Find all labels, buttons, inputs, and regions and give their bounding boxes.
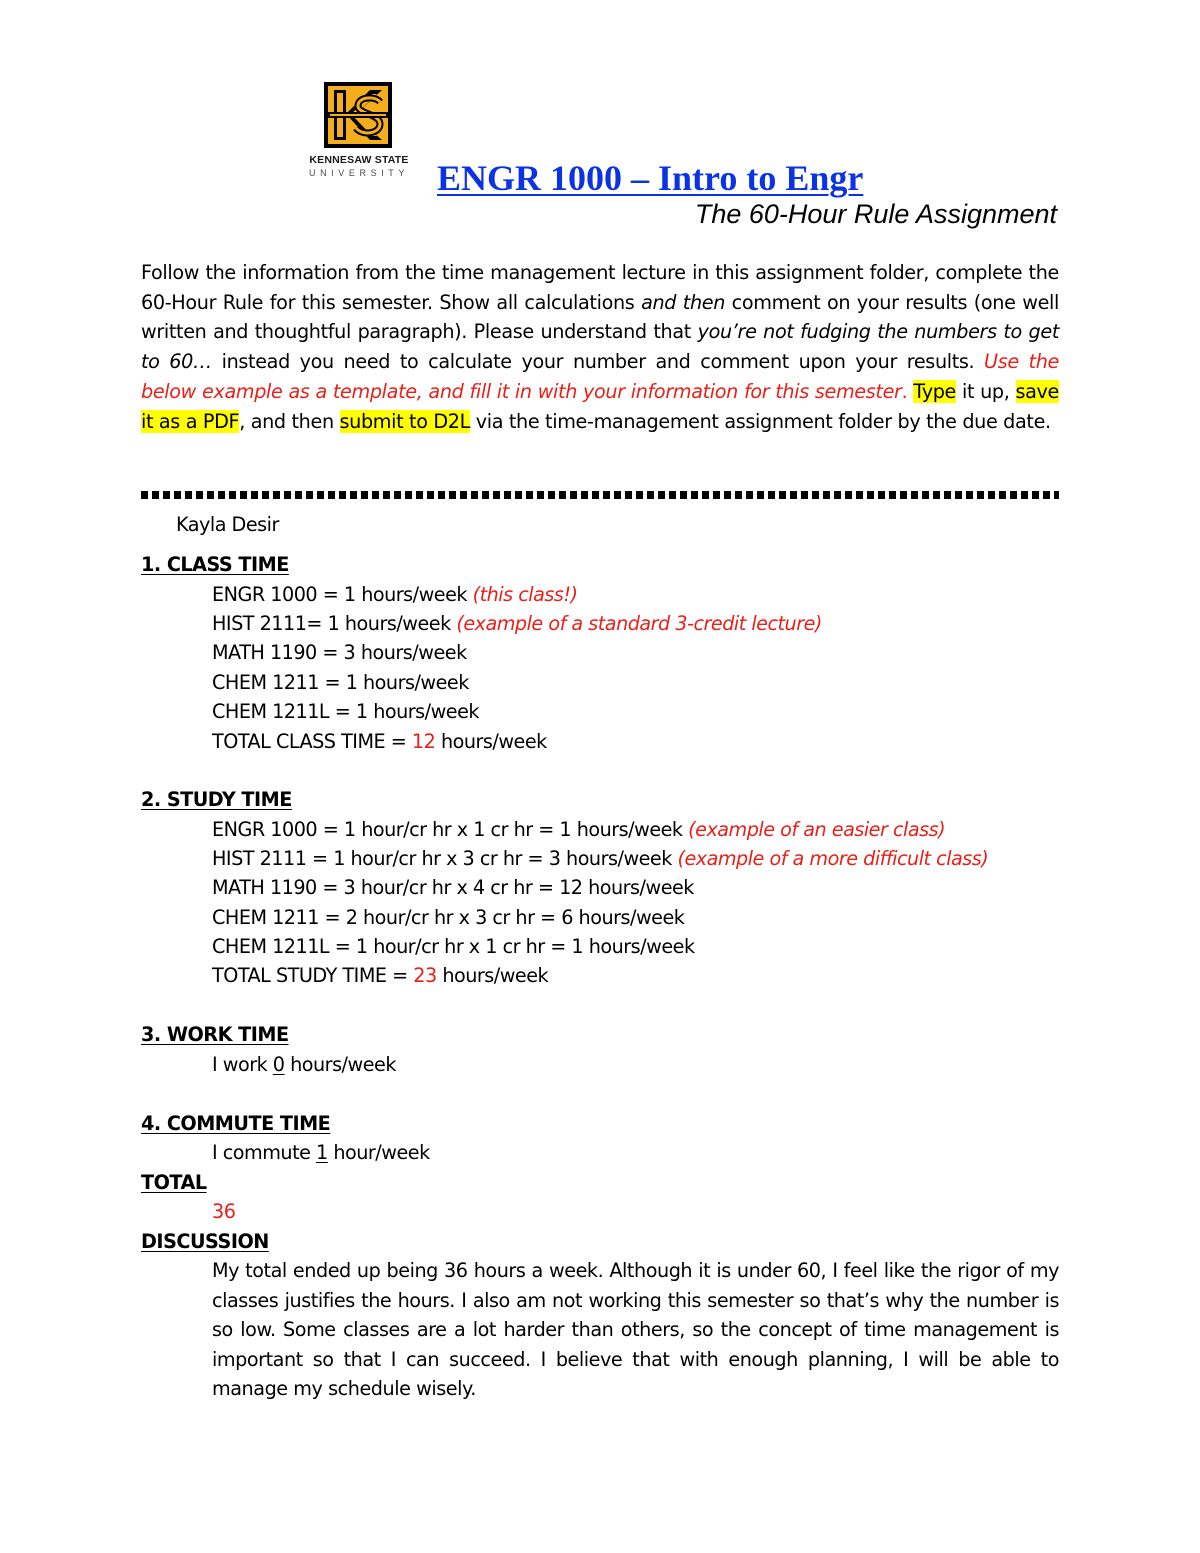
assignment-subtitle: The 60-Hour Rule Assignment	[694, 199, 1057, 229]
line-text: ENGR 1000 = 1 hour/cr hr x 1 cr hr = 1 hours/week	[212, 818, 689, 841]
study-time-line	[212, 844, 988, 874]
intro-red-period: .	[901, 379, 914, 403]
total-value: 12	[411, 730, 436, 753]
instructions-paragraph	[141, 258, 1059, 436]
line-note: (this class!)	[472, 583, 578, 606]
line-text: CHEM 1211L = 1 hours/week	[212, 700, 480, 723]
line-text: MATH 1190 = 3 hours/week	[212, 641, 467, 664]
commute-hours-value: 1	[316, 1141, 328, 1164]
intro-emphasis: you’re not fudging the numbers to get to 60…	[141, 320, 1059, 374]
line-note: (example of a more difficult class)	[677, 847, 989, 870]
class-time-heading: 1. CLASS TIME	[141, 553, 289, 576]
line-text: ENGR 1000 = 1 hours/week	[212, 583, 473, 606]
line-text: I work	[212, 1053, 273, 1076]
total-label: TOTAL STUDY TIME =	[212, 964, 414, 987]
intro-text: , and then	[239, 409, 340, 433]
class-time-total	[212, 727, 547, 757]
ks-monogram-icon	[318, 80, 398, 150]
line-text: HIST 2111= 1 hours/week	[212, 612, 457, 635]
total-label: TOTAL CLASS TIME =	[212, 730, 412, 753]
commute-time-heading: 4. COMMUTE TIME	[141, 1112, 331, 1135]
line-text: I commute	[212, 1141, 317, 1164]
study-time-line	[212, 815, 945, 845]
total-unit: hours/week	[435, 730, 547, 753]
highlight-submit-d2l: submit to D2L	[339, 409, 470, 433]
highlight-save-pdf: save it as a PDF	[141, 379, 1060, 433]
work-time-line	[212, 1050, 396, 1080]
study-time-line	[212, 932, 695, 962]
study-time-line	[212, 903, 684, 933]
line-text: HIST 2111 = 1 hour/cr hr x 3 cr hr = 3 hours/week	[212, 847, 678, 870]
line-text: hours/week	[284, 1053, 396, 1076]
intro-emphasis: and then	[641, 290, 726, 314]
intro-red-instruction: Use the below example as a template, and fill it in with your information for this semester	[141, 350, 1059, 403]
study-time-line	[212, 873, 694, 903]
line-note: (example of a standard 3-credit lecture)	[456, 612, 822, 635]
class-time-line	[212, 609, 822, 639]
line-text: MATH 1190 = 3 hour/cr hr x 4 cr hr = 12 hours/week	[212, 876, 694, 899]
class-time-line	[212, 697, 479, 727]
total-heading: TOTAL	[141, 1171, 207, 1194]
class-time-line	[212, 638, 467, 668]
line-note: (example of an easier class)	[688, 818, 946, 841]
discussion-heading: DISCUSSION	[141, 1230, 269, 1253]
dashed-separator	[141, 491, 1059, 499]
course-title: ENGR 1000 – Intro to Engr	[437, 158, 864, 198]
study-time-total	[212, 961, 548, 991]
work-hours-value: 0	[272, 1053, 285, 1076]
line-text: CHEM 1211 = 2 hour/cr hr x 3 cr hr = 6 hours/week	[212, 906, 685, 929]
commute-time-line	[212, 1138, 430, 1168]
class-time-line	[212, 668, 469, 698]
logo-wordmark-sub: UNIVERSITY	[308, 168, 409, 178]
grand-total-value: 36	[212, 1200, 236, 1223]
line-text: CHEM 1211L = 1 hour/cr hr x 1 cr hr = 1 hours/week	[212, 935, 695, 958]
class-time-line	[212, 580, 578, 610]
logo-wordmark: KENNESAW STATE	[309, 154, 409, 166]
intro-text: via the time-management assignment folder by the due date.	[469, 409, 1051, 433]
discussion-paragraph: My total ended up being 36 hours a week. Although it is under 60, I feel like the rigor of my classes justifies the hours. I also am not working this semester so that’s why the number is so low. Some classes are a lot harder than others, so the concept of time management is important so that I can succeed. I believe that with enough planning, I will be able to manage my schedule wisely.	[212, 1259, 1059, 1400]
intro-text: instead you need to calculate your number and comment upon your results.	[211, 350, 985, 374]
highlight-type: Type	[913, 379, 956, 403]
intro-text: Follow the information from the time management lecture in this assignment folder, complete the 60-Hour Rule for this semester. Show all calculations	[141, 261, 1059, 314]
total-value: 23	[413, 964, 437, 987]
work-time-heading: 3. WORK TIME	[141, 1023, 289, 1046]
line-text: CHEM 1211 = 1 hours/week	[212, 671, 469, 694]
intro-text: comment on your results (one well written and thoughtful paragraph). Please understand that	[141, 290, 1059, 344]
line-text: hour/week	[327, 1141, 430, 1164]
total-unit: hours/week	[436, 964, 549, 987]
intro-text: it up,	[956, 379, 1016, 403]
student-name: Kayla Desir	[176, 513, 279, 536]
university-logo	[304, 80, 414, 186]
study-time-heading: 2. STUDY TIME	[141, 788, 292, 811]
